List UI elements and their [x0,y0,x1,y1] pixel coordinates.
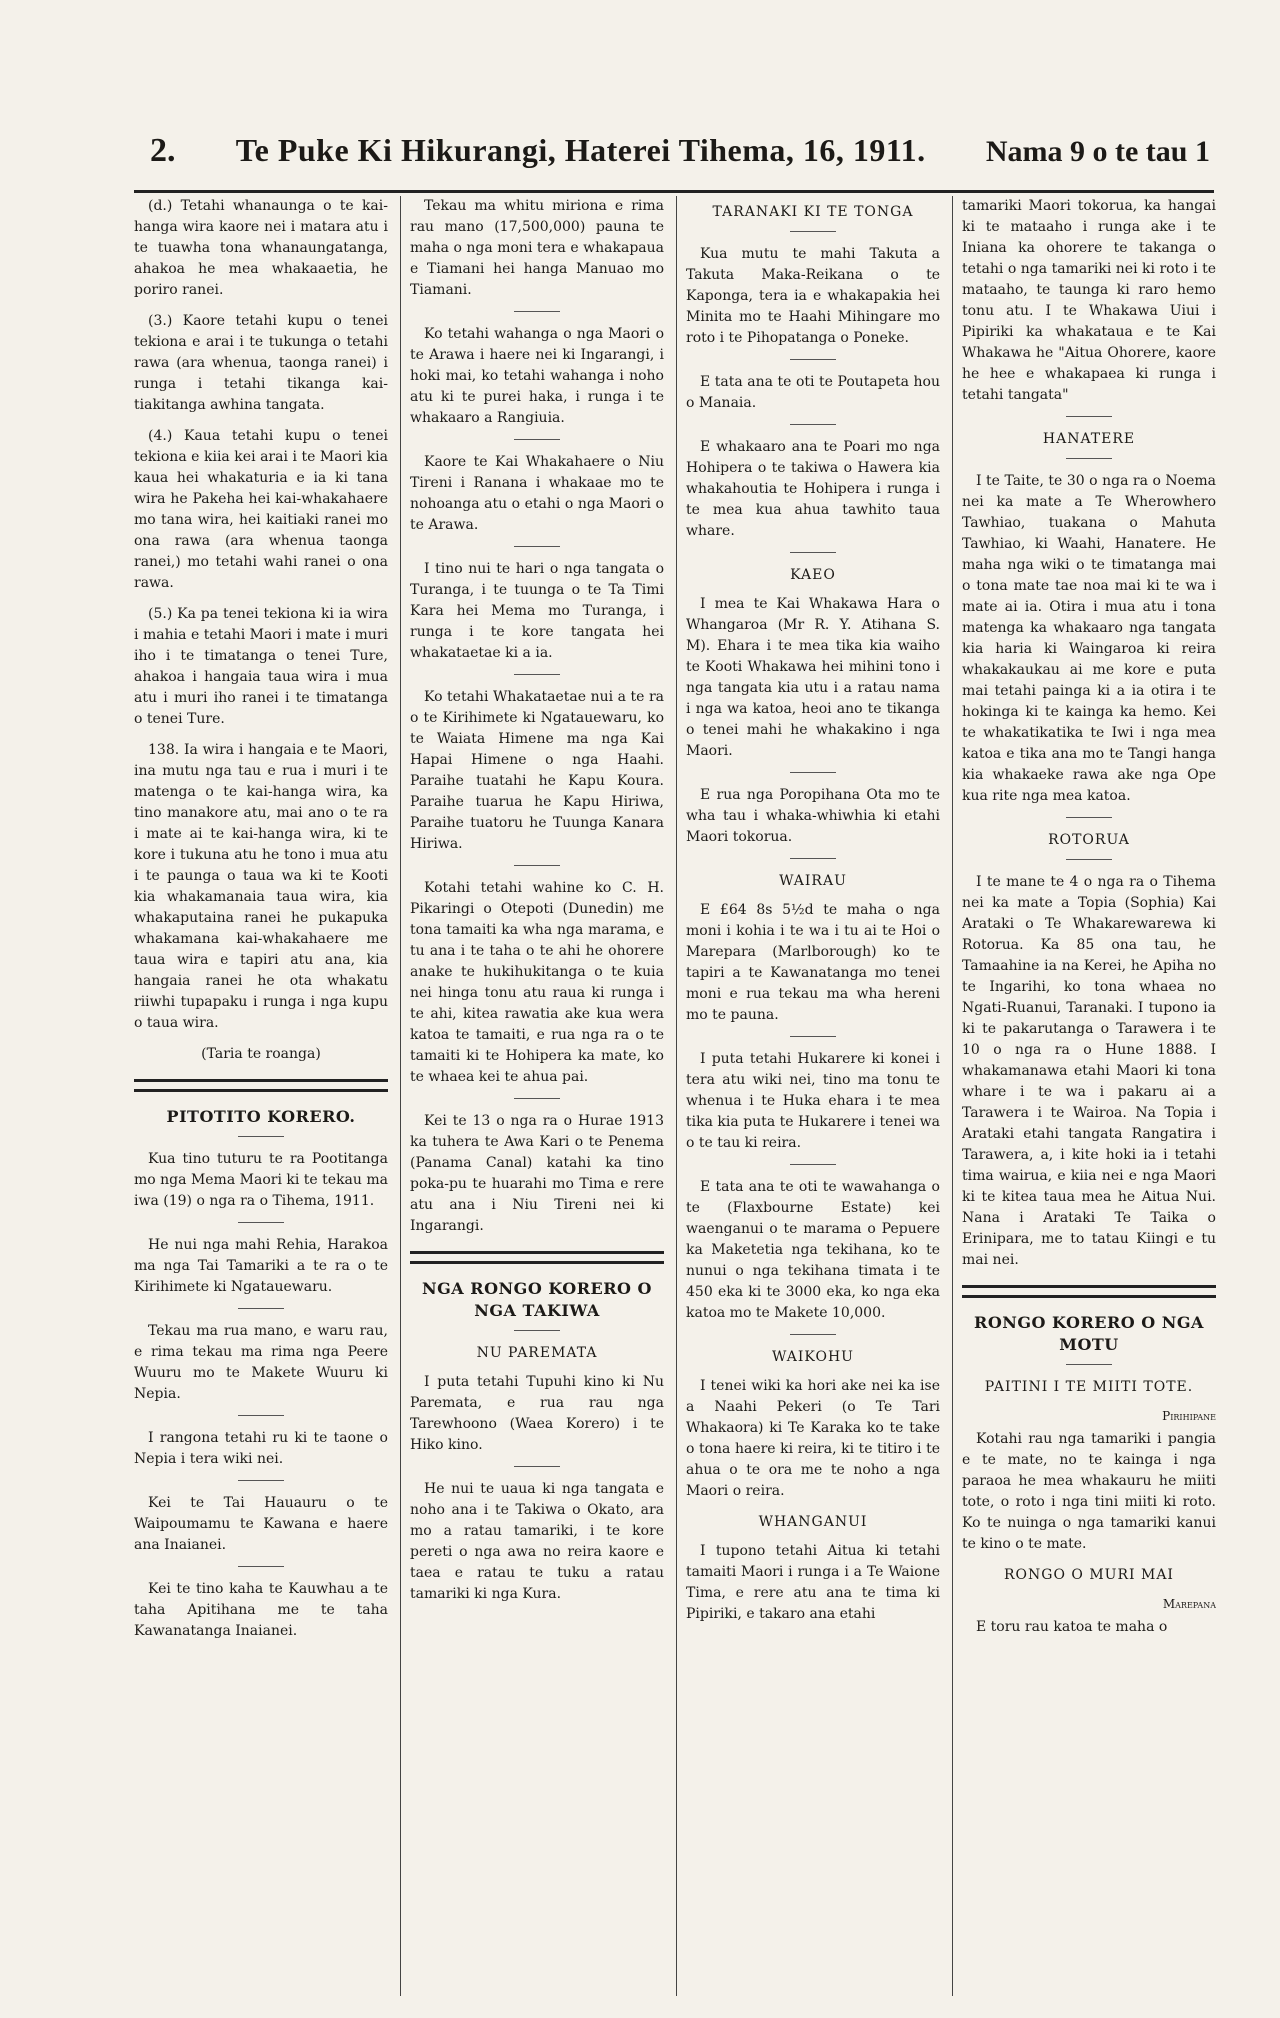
news-item: Kotahi rau nga tamariki i pangia e te mate, no te kainga i nga paraoa he mea whakauru he miiti tote, o roto i nga tini miiti ki roto. Ko te nuinga o nga tamariki kanui te kino o te mate. [962,1431,1216,1552]
column-2 [410,196,664,1996]
news-item: Tekau ma whitu miriona e rima rau mano (17,500,000) pauna te maha o nga moni tera e whakapaua e Tiamani hei hanga Manuao mo Tiamani. [410,198,664,298]
column-1 [134,196,388,1996]
news-item: E whakaaro ana te Poari mo nga Hohipera o te takiwa o Hawera kia whakahoutia te Hohipera i runga i te mea kua ahua tawhito taua whare. [686,439,940,539]
news-item: E £64 8s 5½d te maha o nga moni i kohia i te wa i tu ai te Hoi o Marepara (Marlborough) ko te tapiri a te Kawanatanga mo tenei moni e rua tekau ma wha hereni mo te pauna. [686,902,940,1023]
newspaper-title: Te Puke Ki Hikurangi, Haterei Tihema, 16, 1911. [235,132,926,168]
divider [790,772,836,773]
divider [790,231,836,232]
divider [1066,1364,1112,1365]
column-separator [952,196,953,1996]
divider [514,439,560,440]
divider [790,424,836,425]
divider [514,865,560,866]
subsection-heading: KAEO [790,567,836,583]
news-item: I mea te Kai Whakawa Hara o Whangaroa (Mr R. Y. Atihana S. M). Ehara i te mea tika kia waiho te Kooti Whakawa hei mihini tono i nga tangata kia utu i a ratau nama i nga wa katoa, heoi ano te tikanga o tenei mahi he whakakino i nga Maori. [686,596,940,759]
news-item: E tata ana te oti te Poutapeta hou o Manaia. [686,374,940,411]
divider [1066,817,1112,818]
divider [790,1164,836,1165]
subsection-heading: WAIRAU [779,873,847,889]
divider [790,858,836,859]
divider [238,1415,284,1416]
news-item: Kotahi tetahi wahine ko C. H. Pikaringi o Otepoti (Dunedin) me tona tamaiti ka wha nga marama, e tu ana i te taha o te ahi he ohorere anake te hukihukitanga o te kuia nei hinga tonu atu raua ki runga i te ahi, kitea rawatia ake kua wera katoa te tamaiti, e rua nga ra o te tamaiti ki te Hohipera ka mate, ko te whaea kei te ahua pai. [410,880,664,1085]
news-item: He nui nga mahi Rehia, Harakoa ma nga Tai Tamariki a te ra o te Kirihimete ki Ngatauewaru. [134,1237,388,1295]
news-item: I te Taite, te 30 o nga ra o Noema nei ka mate a Te Wherowhero Tawhiao, tuakana o Mahuta Tawhiao, ki Waahi, Hanatere. He maha nga wiki o te timatanga mai o tona mate tae noa mai ki te wa i mate ai ia. Otira i mua atu i tona matenga ka whakaaro nga tangata kia haria ki Waingaroa ki reira whakakaukau ai me kore e puta mai tetahi painga ki a ia otira i te hokinga ki te kainga ka hemo. Kei te whakatikatika te Iwi i nga mea katoa e tika ana mo te Tangi hanga kia whakaeke rawa ake nga Ope kua rite nga mea katoa. [962,473,1216,804]
subsection-heading: NU PAREMATA [476,1345,598,1361]
divider [1066,859,1112,860]
news-item: Kei te 13 o nga ra o Hurae 1913 ka tuhera te Awa Kari o te Penema (Panama Canal) katahi ka tino poka-pu te huarahi mo Tima e rere atu ana i Niu Tireni nei ki Ingarangi. [410,1113,664,1234]
news-item: I puta tetahi Tupuhi kino ki Nu Paremata, e rua rau nga Tarewhoono (Waea Korero) i te Hiko kino. [410,1374,664,1453]
section-heading: NGA RONGO KORERO O NGA TAKIWA [422,1279,652,1320]
divider [514,674,560,675]
divider [514,311,560,312]
issue-number: Nama 9 o te tau 1 [985,135,1210,168]
divider [238,1136,284,1137]
news-item: Kua mutu te mahi Takuta a Takuta Maka-Reikana o te Kaponga, tera ia e whakapakia hei Minita mo te Haahi Mihingare mo roto i te Pihopatanga o Poneke. [686,246,940,346]
column-4 [962,196,1216,1996]
column-3 [686,196,940,1996]
divider [238,1222,284,1223]
divider [238,1308,284,1309]
news-item: Kua tino tuturu te ra Pootitanga mo nga Mema Maori ki te tekau ma iwa (19) o nga ra o Tihema, 1911. [134,1151,388,1209]
news-item: Kaore te Kai Whakahaere o Niu Tireni i Ranana i whakaae mo te nohoanga atu o etahi o nga Maori o te Arawa. [410,454,664,533]
news-item: I tino nui te hari o nga tangata o Turanga, i te tuunga o te Ta Timi Kara hei Mema mo Turanga, i runga i te kore tangata hei whakataetae ki a ia. [410,561,664,661]
news-item: E tata ana te oti te wawahanga o te (Flaxbourne Estate) kei waenganui o te marama o Pepuere ka Maketetia nga tekihana, ko te nunui o nga tekihana timata i te 450 eka ki te 3000 eka, ko nga eka katoa mo te Makete 10,000. [686,1179,940,1321]
subsection-heading: ROTORUA [1048,832,1130,848]
subsection-heading: WAIKOHU [772,1349,854,1365]
subsection-heading: HANATERE [1042,431,1136,447]
news-item: Ko tetahi Whakataetae nui a te ra o te Kirihimete ki Ngatauewaru, ko te Waiata Himene ma nga Kai Hapai Himene o nga Haahi. Paraihe tuatahi he Kapu Koura. Paraihe tuarua he Kapu Hiriwa, Paraihe tuatoru he Tuunga Kanara Hiriwa. [410,689,664,852]
column-separator [676,196,677,1996]
section-rule [962,1285,1216,1298]
news-item: He nui te uaua ki nga tangata e noho ana i te Takiwa o Okato, ara mo a ratau tamariki, i te kore pereti o nga awa no reira kaore e taea e ratau te tuku a ratau tamariki ki nga Kura. [410,1481,664,1602]
divider [790,552,836,553]
dateline: Marepana [1162,1597,1216,1611]
divider [1066,416,1112,417]
news-item: Tekau ma rua mano, e waru rau, e rima tekau ma rima nga Peere Wuuru mo te Makete Wuuru ki Nepia. [134,1323,388,1402]
divider [514,546,560,547]
divider [514,1330,560,1331]
subsection-heading: PAITINI I TE MIITI TOTE. [984,1379,1194,1395]
news-item: I te mane te 4 o nga ra o Tihema nei ka mate a Topia (Sophia) Kai Arataki o Te Whakarewarewa ki Rotorua. Ka 85 ona tau, he Tamaahine ia na Kerei, he Apiha no te Ingarihi, ko tona whaea no Ngati-Ruanui, Taranaki. I tupono ia ki te pakarutanga o Tarawera i te 10 o nga ra o Hune 1888. I whakamanawa etahi Maori ki tona whare i te wa i pakaru ai a Tarawera i te Wairoa. Na Topia i Arataki etahi tangata Rangatira i Tarawera, a, i kite hoki ia i tetahi tima wairua, e kiia nei e nga Maori ki te kitea taua mea he Aitua Nui. Nana i Arataki Te Taika o Erinipara, me to tatau Kiingi e tu mai nei. [962,874,1216,1268]
divider [238,1566,284,1567]
news-item: I tenei wiki ka hori ake nei ka ise a Naahi Pekeri (o Te Tari Whakaora) ki Te Karaka ko te take o tona haere ki reira, ki te titiro i te ahua o te ora me te noho a nga Maori o reira. [686,1378,940,1499]
news-item: Kei te Tai Hauauru o te Waipoumamu te Kawana e haere ana Inaianei. [134,1495,388,1553]
news-item: Ko tetahi wahanga o nga Maori o te Arawa i haere nei ki Ingarangi, i hoki mai, ko tetahi wahanga i noho atu ki te purei haka, i runga i te whakaaro a Rangiuia. [410,326,664,426]
section-rule [410,1251,664,1264]
article-paragraph: (3.) Kaore tetahi kupu o tenei tekiona e arai i te tukunga o tetahi rawa (ara whenua, taonga ranei) i runga i tetahi tikanga kai-tiakitanga awhina tangata. [134,313,388,413]
news-item: Kei te tino kaha te Kauwhau a te taha Apitihana me te taha Kawanatanga Inaianei. [134,1581,388,1639]
subsection-heading: RONGO O MURI MAI [1004,1567,1174,1583]
news-item: tamariki Maori tokorua, ka hangai ki te mataaho i runga ake i te Iniana ka ohorere te takanga o tetahi o nga tamariki nei ki roto i te mataaho, te taunga ki raro hemo tonu atu. I te Whakawa Uiui i Pipiriki ka whakataua e te Kai Whakawa he "Aitua Ohorere, kaore he hee e whakapaea ki runga i tetahi tangata" [962,198,1216,403]
section-heading: PITOTITO KORERO. [166,1107,356,1126]
divider [790,1036,836,1037]
masthead [150,132,1210,182]
subsection-heading: TARANAKI KI TE TONGA [712,204,914,220]
subsection-heading: WHANGANUI [758,1514,868,1530]
dateline: Pirihipane [1162,1409,1216,1423]
news-item: E toru rau katoa te maha o [976,1619,1168,1635]
article-paragraph: (d.) Tetahi whanaunga o te kai-hanga wira kaore nei i matara atu i te tuawha tona whanaungatanga, ahakoa he mea whakaaetia, he poriro ranei. [134,198,388,298]
continued-note: (Taria te roanga) [201,1046,321,1062]
article-paragraph: 138. Ia wira i hangaia e te Maori, ina mutu nga tau e rua i muri i te matenga o te kai-hanga wira, ka tino manakore atu, mai ano o te ra i mate ai te kai-hanga wira, ki te kore i tukuna atu he tono i mua atu i te paunga o taua wa ki te Kooti kia whakamanaia taua wira, kia whakaputaina ranei he pukapuka whakamana kai-whakahaere me taua wira e tapiri atu ana, kia hangaia ranei he ota whakatu riiwhi tupapaku i runga i nga kupu o taua wira. [134,742,388,1031]
column-separator [400,196,401,1996]
news-item: E rua nga Poropihana Ota mo te wha tau i whaka-whiwhia ki etahi Maori tokorua. [686,787,940,845]
section-rule [134,1079,388,1092]
page-number: 2. [150,132,176,169]
divider [790,1334,836,1335]
divider [1066,458,1112,459]
news-item: I rangona tetahi ru ki te taone o Nepia i tera wiki nei. [134,1430,388,1467]
masthead-rule [134,190,1214,193]
section-heading: RONGO KORERO O NGA MOTU [974,1313,1204,1354]
article-paragraph: (4.) Kaua tetahi kupu o tenei tekiona e kiia kei arai i te Maori kia kaua hei whakaturia e ia ki tana wira he Pakeha hei kai-whakahaere mo tana wira, hei kaitiaki ranei mo ona rawa (ara whenua taonga ranei,) mo tetahi wahi ranei o ona rawa. [134,428,388,591]
divider [514,1098,560,1099]
divider [238,1480,284,1481]
divider [790,359,836,360]
news-item: I puta tetahi Hukarere ki konei i tera atu wiki nei, tino ma tonu te whenua i te Huka ehara i te mea tika kia puta te Hukarere i tenei wa o te tau ki reira. [686,1051,940,1151]
columns [134,196,1214,1996]
article-paragraph: (5.) Ka pa tenei tekiona ki ia wira i mahia e tetahi Maori i mate i muri iho i te timatanga o tenei Ture, ahakoa i hangaia taua wira i mua atu i muri iho ranei i te timatanga o tenei Ture. [134,606,388,727]
divider [514,1466,560,1467]
news-item: I tupono tetahi Aitua ki tetahi tamaiti Maori i runga i a Te Waione Tima, e rere atu ana te tima ki Pipiriki, e takaro ana etahi [686,1543,940,1622]
